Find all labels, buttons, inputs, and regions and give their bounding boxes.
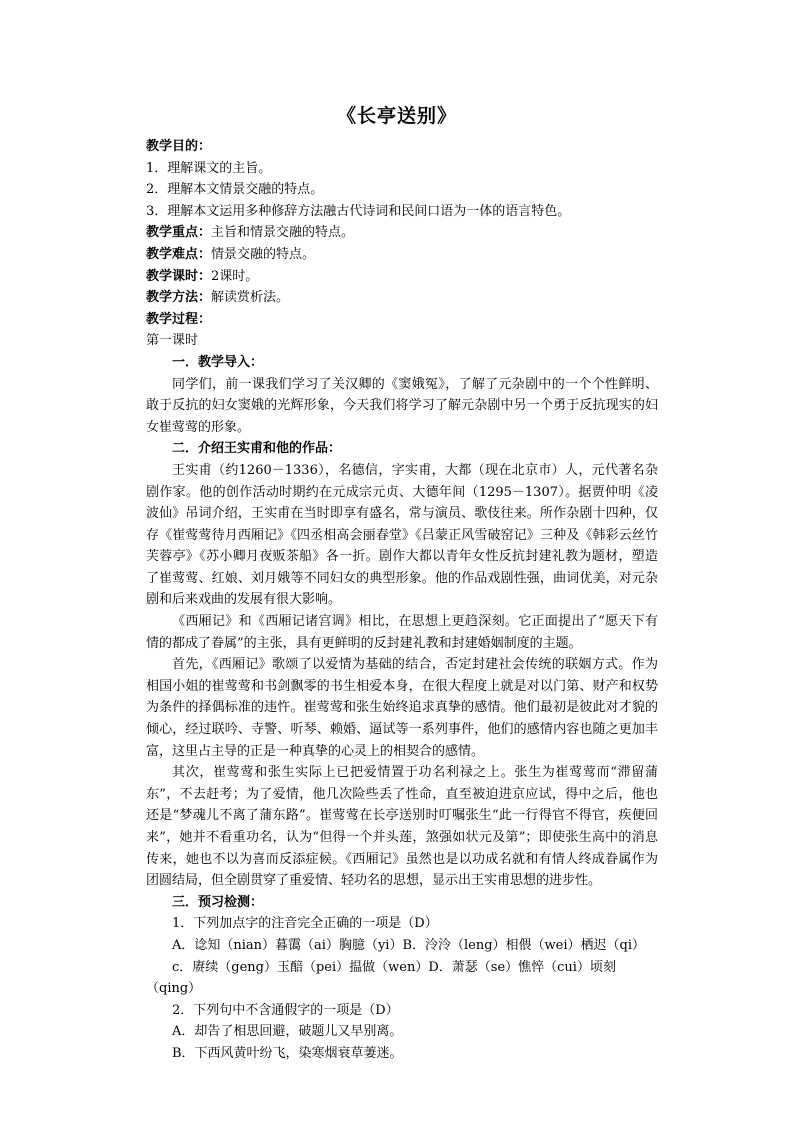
focus-value: 主旨和情景交融的特点。 bbox=[211, 225, 355, 241]
section1-heading: 一．教学导入： bbox=[172, 354, 264, 370]
hours-label: 教学课时： bbox=[146, 268, 212, 284]
difficulty-label: 教学难点： bbox=[146, 246, 212, 262]
document-body bbox=[146, 136, 658, 1065]
question-1-options-cd: c．赓续（geng）玉醅（pei）揾做（wen）D．萧瑟（se）憔悴（cui）顷刻（qing） bbox=[146, 959, 616, 997]
section3-heading: 三．预习检测： bbox=[172, 894, 264, 910]
method-label: 教学方法： bbox=[146, 290, 212, 306]
focus-line bbox=[146, 222, 658, 244]
question-2-option-b: B．下西风黄叶纷飞，染寒烟衰草萋迷。 bbox=[172, 1045, 403, 1061]
section2-paragraph-2: 《西厢记》和《西厢记诸宫调》相比，在思想上更趋深刻。它正面提出了“愿天下有情的都成了眷属”的主张，具有更鲜明的反封建礼教和封建婚姻制度的主题。 bbox=[146, 614, 658, 651]
question-2-option-a: A．却告了相思回避，破题儿又早别离。 bbox=[172, 1024, 403, 1040]
section2-heading: 二．介绍王实甫和他的作品： bbox=[172, 441, 342, 457]
lesson-one-label: 第一课时 bbox=[146, 333, 199, 349]
focus-label: 教学重点： bbox=[146, 225, 212, 241]
section2-paragraph-1: 王实甫（约1260－1336），名德信，字实甫，大都（现在北京市）人，元代著名杂剧作家。他的创作活动时期约在元成宗元贞、大德年间（1295－1307）。据贾仲明《凌波仙》吊词介绍，王实甫在当时即享有盛名，常与演员、歌伎往来。所作杂剧十四种，仅存《崔莺莺待月西厢记》《四丞相高会丽春堂》《吕蒙正风雪破窑记》三种及《韩彩云丝竹芙蓉亭》《苏小卿月夜贩茶船》各一折。剧作大都以青年女性反抗封建礼教为题材，塑造了崔莺莺、红娘、刘月娥等不同妇女的典型形象。他的作品戏剧性强，曲词优美，对元杂剧和后来戏曲的发展有很大影响。 bbox=[146, 462, 658, 608]
method-value: 解读赏析法。 bbox=[211, 290, 290, 306]
document-title: 《长亭送别》 bbox=[336, 105, 457, 127]
section2-paragraph-3: 首先，《西厢记》歌颂了以爱情为基础的结合，否定封建社会传统的联姻方式。作为相国小姐的崔莺莺和书剑飘零的书生相爱本身，在很大程度上就是对以门第、财产和权势为条件的择偶标准的违忤。崔莺莺和张生始终追求真挚的感情。他们最初是彼此对才貌的倾心，经过联吟、寺警、听琴、赖婚、逼试等一系列事件，他们的感情内容也随之更加丰富，这里占主导的正是一种真挚的心灵上的相契合的感情。 bbox=[146, 657, 658, 759]
question-1-options-ab: A．谂知（nian）暮霭（ai）胸臆（yi）B．泠泠（leng）相偎（wei）栖迟（qi） bbox=[172, 937, 646, 953]
method-line bbox=[146, 287, 658, 309]
objectives-heading: 教学目的： bbox=[146, 139, 212, 154]
objective-item-2: 2．理解本文情景交融的特点。 bbox=[146, 182, 324, 198]
process-heading: 教学过程： bbox=[146, 311, 212, 327]
question-1: 1．下列加点字的注音完全正确的一项是（D） bbox=[172, 916, 438, 932]
objective-item-1: 1．理解课文的主旨。 bbox=[146, 160, 272, 176]
objective-item-3: 3．理解本文运用多种修辞方法融古代诗词和民间口语为一体的语言特色。 bbox=[146, 203, 571, 219]
difficulty-line bbox=[146, 244, 658, 266]
hours-line bbox=[146, 266, 658, 288]
section1-paragraph: 同学们，前一课我们学习了关汉卿的《窦娥冤》，了解了元杂剧中的一个个性鲜明、敢于反抗的妇女窦娥的光辉形象，今天我们将学习了解元杂剧中另一个勇于反抗现实的妇女崔莺莺的形象。 bbox=[146, 376, 658, 435]
section2-paragraph-4: 其次，崔莺莺和张生实际上已把爱情置于功名利禄之上。张生为崔莺莺而“滞留蒲东”，不去赶考；为了爱情，他几次险些丢了性命，直至被迫进京应试，得中之后，他也还是“梦魂儿不离了蒲东路”。崔莺莺在长亭送别时叮嘱张生“此一行得官不得官，疾便回来”，她并不看重功名，认为“但得一个并头莲，煞强如状元及第”；即使张生高中的消息传来，她也不以为喜而反添症候。《西厢记》虽然也是以功成名就和有情人终成眷属作为团圆结局，但全剧贯穿了重爱情、轻功名的思想，显示出王实甫思想的进步性。 bbox=[146, 765, 658, 889]
question-2: 2．下列句中不含通假字的一项是（D） bbox=[172, 1002, 399, 1018]
difficulty-value: 情景交融的特点。 bbox=[211, 246, 316, 262]
hours-value: 2课时。 bbox=[211, 268, 259, 284]
